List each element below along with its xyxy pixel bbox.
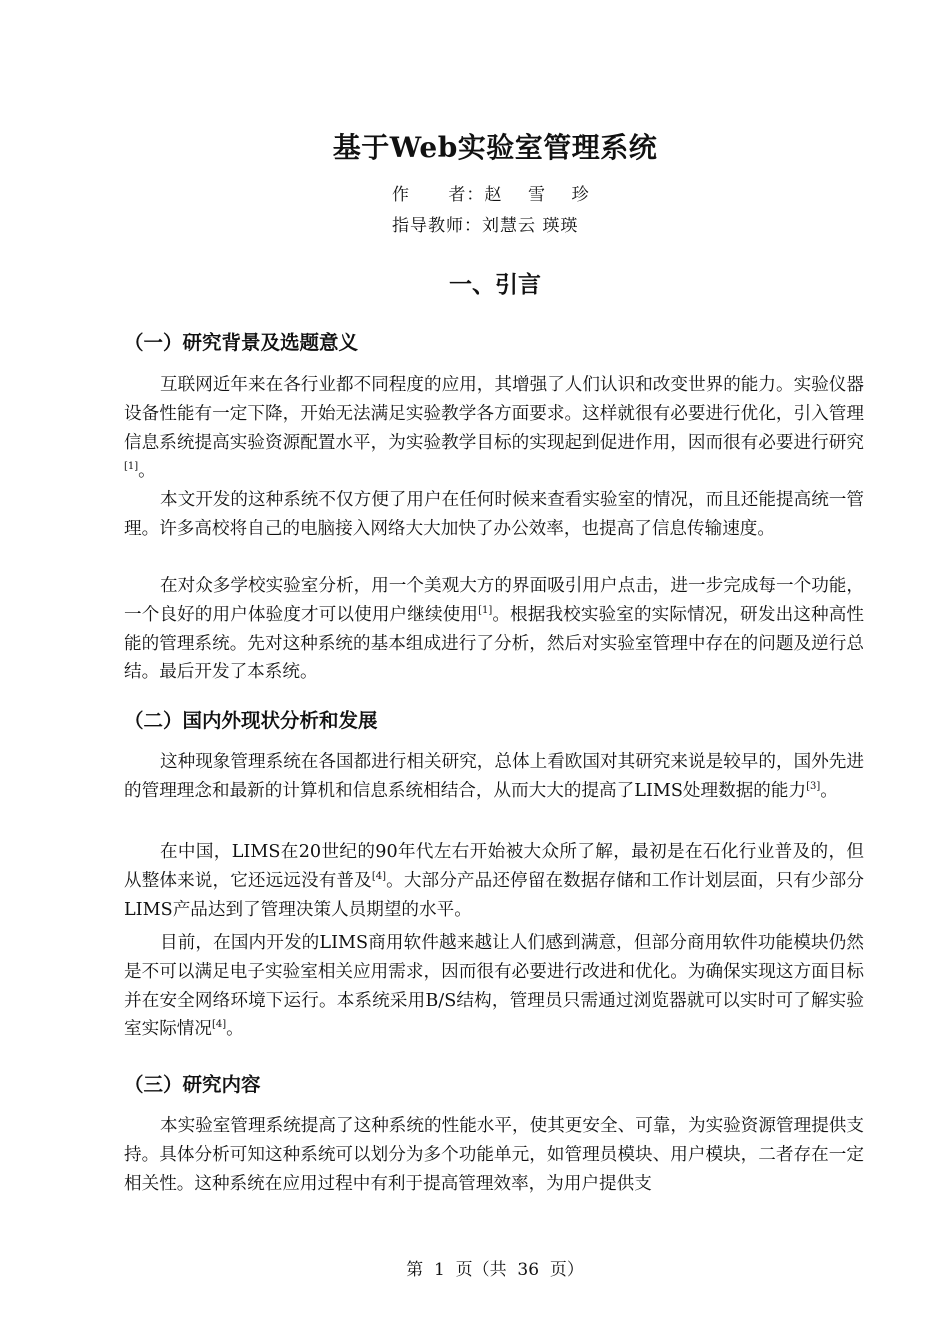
paragraph-text: 。: [138, 461, 156, 482]
page-number: 第 1 页（共 36 页）: [406, 1260, 584, 1280]
section-heading-intro: 一、引言: [449, 271, 541, 298]
citation-ref: [1]: [478, 604, 493, 616]
document-title: 基于Web实验室管理系统: [332, 131, 658, 164]
paragraph-text: 目前，在国内开发的LIMS商用软件越来越让人们感到满意，但部分商用软件功能模块仍然是不可以满足电子实验室相关应用需求，因而很有必要进行改进和优化。为确保实现这方面目标并在安全网络环境下运行。本系统采用B/S结构，管理员只需通过浏览器就可以实时可了解实验室实际情况: [124, 933, 864, 1040]
paragraph-text: 互联网近年来在各行业都不同程度的应用，其增强了人们认识和改变世界的能力。实验仪器设备性能有一定下降，开始无法满足实验教学各方面要求。这样就很有必要进行优化，引入管理信息系统提高实验资源配置水平，为实验教学目标的实现起到促进作用，因而很有必要进行研究: [124, 375, 864, 453]
advisor-line: 指导教师：刘慧云 瑛瑛: [392, 216, 579, 236]
paragraph: [124, 748, 864, 806]
paragraph-text: 。根据我校实验室的实际情况，研发出这种高性能的管理系统。先对这种系统的基本组成进行了分析，然后对实验室管理中存在的问题及逆行总结。最后开发了本系统。: [124, 604, 864, 683]
paragraph-text: 在对众多学校实验室分析，用一个美观大方的界面吸引用户点击，进一步完成每一个功能，一个良好的用户体验度才可以使用户继续使用: [124, 576, 864, 625]
citation-ref: [1]: [124, 461, 139, 473]
subsection-heading-background: （一）研究背景及选题意义: [124, 331, 359, 354]
paragraph-text: 。: [226, 1019, 244, 1040]
author-line: 作 者：赵 雪 珍: [392, 185, 590, 205]
subsection-heading-status: （二）国内外现状分析和发展: [124, 709, 378, 732]
paragraph: [124, 929, 864, 1044]
citation-ref: [4]: [371, 870, 387, 882]
subsection-heading-content: （三）研究内容: [124, 1073, 261, 1096]
paragraph: [124, 838, 864, 924]
paragraph: [124, 371, 864, 486]
paragraph-text: 。大部分产品还停留在数据存储和工作计划层面，只有少部分LIMS产品达到了管理决策人员期望的水平。: [124, 870, 864, 920]
paragraph-text: 这种现象管理系统在各国都进行相关研究，总体上看欧国对其研究来说是较早的，国外先进的管理理念和最新的计算机和信息系统相结合，从而大大的提高了LIMS处理数据的能力: [124, 752, 864, 801]
citation-ref: [4]: [211, 1019, 227, 1031]
paragraph-text: 在中国，LIMS在20世纪的90年代左右开始被大众所了解，最初是在石化行业普及的，但从整体来说，它还远远没有普及: [124, 842, 864, 891]
paragraph-text: 。: [820, 780, 838, 801]
paragraph: 本实验室管理系统提高了这种系统的性能水平，使其更安全、可靠，为实验资源管理提供支持。具体分析可知这种系统可以划分为多个功能单元，如管理员模块、用户模块，二者存在一定相关性。这种系统在应用过程中有利于提高管理效率，为用户提供支: [124, 1116, 864, 1194]
paragraph: [124, 572, 864, 687]
citation-ref: [3]: [806, 780, 821, 792]
paragraph: 本文开发的这种系统不仅方便了用户在任何时候来查看实验室的情况，而且还能提高统一管理。许多高校将自己的电脑接入网络大大加快了办公效率，也提高了信息传输速度。: [124, 490, 864, 539]
